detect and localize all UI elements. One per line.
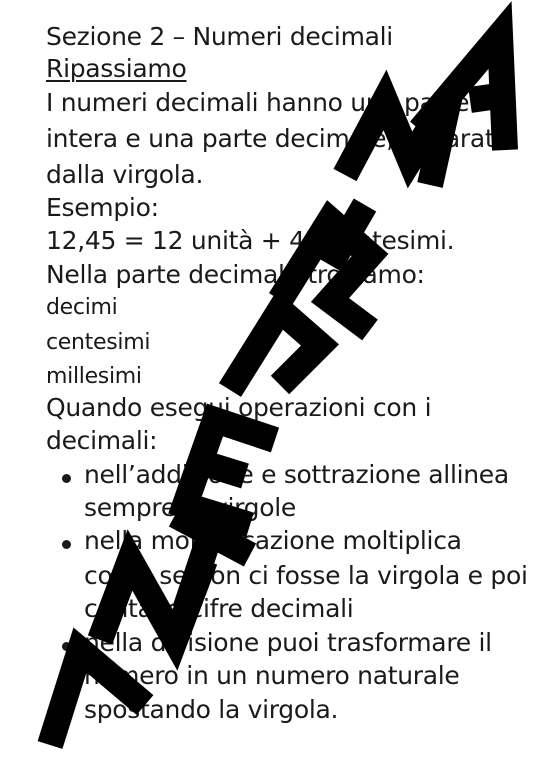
operations-intro-line-1: Quando esegui operazioni con i [46,393,432,422]
rule-2-line-1: nella moltiplicazione moltiplica [84,526,462,555]
example-label: Esempio: [46,193,159,222]
rule-3-line-2: numero in un numero naturale [84,661,460,690]
decimal-place-centesimi: centesimi [46,330,151,355]
decimal-place-millesimi: millesimi [46,364,142,389]
intro-line-2: intera e una parte decimale, separate [46,124,510,153]
subtitle: Ripassiamo [46,54,187,83]
rule-1-line-2: sempre le virgole [84,493,296,522]
decimal-part-intro: Nella parte decimale troviamo: [46,260,425,289]
rule-2-line-2: come se non ci fosse la virgola e poi [84,561,528,590]
intro-line-1: I numeri decimali hanno una parte [46,88,470,117]
bullet-icon [62,474,71,483]
example-text: 12,45 = 12 unità + 45 centesimi. [46,226,455,255]
rule-3-line-3: spostando la virgola. [84,695,339,724]
intro-line-3: dalla virgola. [46,160,204,189]
section-title: Sezione 2 – Numeri decimali [46,22,393,51]
rule-3-line-1: nella divisione puoi trasformare il [84,628,492,657]
decimal-place-decimi: decimi [46,295,118,320]
operations-intro-line-2: decimali: [46,426,158,455]
rule-2-line-3: conta le cifre decimali [84,594,354,623]
rule-1-line-1: nell’addizione e sottrazione allinea [84,460,509,489]
bullet-icon [62,540,71,549]
bullet-icon [62,642,71,651]
